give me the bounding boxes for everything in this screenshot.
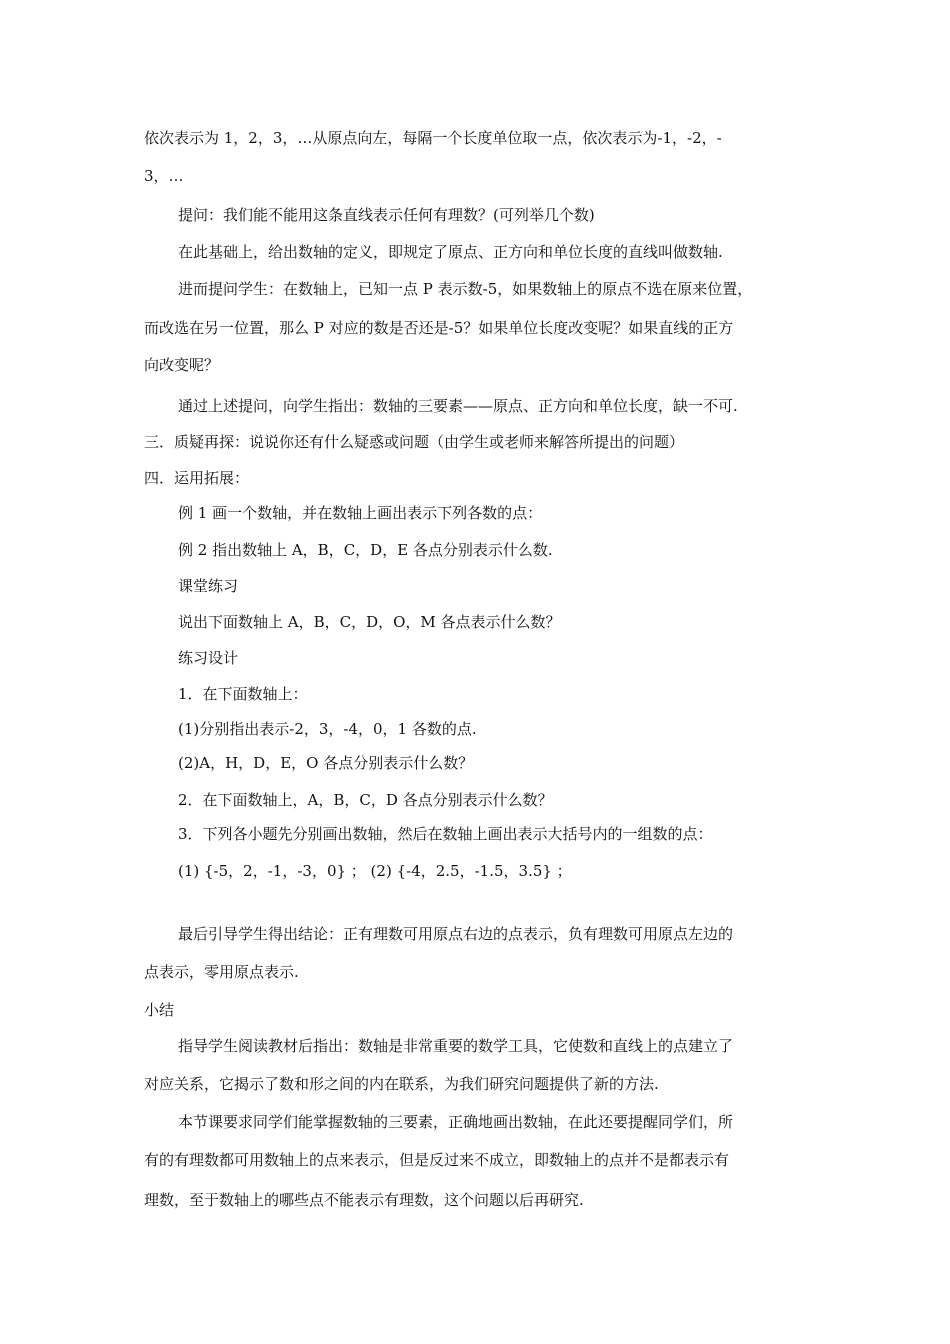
text-line: 点表示，零用原点表示. [144, 963, 299, 981]
text-line: 本节课要求同学们能掌握数轴的三要素，正确地画出数轴，在此还要提醒同学们，所 [178, 1113, 734, 1131]
subheading: 小结 [144, 1001, 175, 1019]
subheading: 练习设计 [178, 649, 239, 667]
text-line: 3，… [144, 167, 184, 185]
section-heading: 四．运用拓展： [144, 469, 250, 487]
example-1: 例 1 画一个数轴，并在数轴上画出表示下列各数的点： [178, 504, 543, 522]
section-heading: 三．质疑再探：说说你还有什么疑惑或问题（由学生或老师来解答所提出的问题） [144, 433, 685, 451]
text-line: 在此基础上，给出数轴的定义，即规定了原点、正方向和单位长度的直线叫做数轴. [178, 243, 723, 261]
text-line: 依次表示为 1，2，3，…从原点向左，每隔一个长度单位取一点，依次表示为-1，-2，- [144, 129, 722, 147]
text-line: 有的有理数都可用数轴上的点来表示，但是反过来不成立，即数轴上的点并不是都表示有 [144, 1151, 730, 1169]
text-line: 指导学生阅读教材后指出：数轴是非常重要的数学工具，它使数和直线上的点建立了 [178, 1037, 734, 1055]
exercise-item: 2．在下面数轴上，A，B，C，D 各点分别表示什么数？ [178, 791, 553, 809]
example-2: 例 2 指出数轴上 A，B，C，D，E 各点分别表示什么数. [178, 541, 553, 559]
exercise-item: (2)A，H，D，E，O 各点分别表示什么数？ [178, 754, 474, 772]
exercise-item: 1．在下面数轴上： [178, 685, 308, 703]
text-line: 进而提问学生：在数轴上，已知一点 P 表示数-5，如果数轴上的原点不选在原来位置， [178, 280, 753, 298]
exercise-item: 3．下列各小题先分别画出数轴，然后在数轴上画出表示大括号内的一组数的点： [178, 825, 713, 843]
text-line: 对应关系，它揭示了数和形之间的内在联系，为我们研究问题提供了新的方法. [144, 1075, 659, 1093]
subheading: 课堂练习 [178, 577, 239, 595]
exercise-item: (1)分别指出表示-2，3，-4，0，1 各数的点. [178, 720, 477, 738]
text-line: 最后引导学生得出结论：正有理数可用原点右边的点表示，负有理数可用原点左边的 [178, 925, 734, 943]
text-line: 向改变呢？ [144, 356, 220, 374]
text-line: 提问：我们能不能用这条直线表示任何有理数？(可列举几个数) [178, 206, 595, 224]
text-line: 而改选在另一位置，那么 P 对应的数是否还是-5？如果单位长度改变呢？如果直线的正方 [144, 319, 734, 337]
exercise-item: (1) {-5，2，-1，-3，0} ； (2) {-4，2.5，-1.5，3.5} ； [178, 862, 572, 880]
text-line: 理数，至于数轴上的哪些点不能表示有理数，这个问题以后再研究. [144, 1191, 584, 1209]
text-line: 说出下面数轴上 A，B，C，D，O，M 各点表示什么数？ [178, 613, 561, 631]
text-line: 通过上述提问，向学生指出：数轴的三要素——原点、正方向和单位长度，缺一不可. [178, 397, 738, 415]
